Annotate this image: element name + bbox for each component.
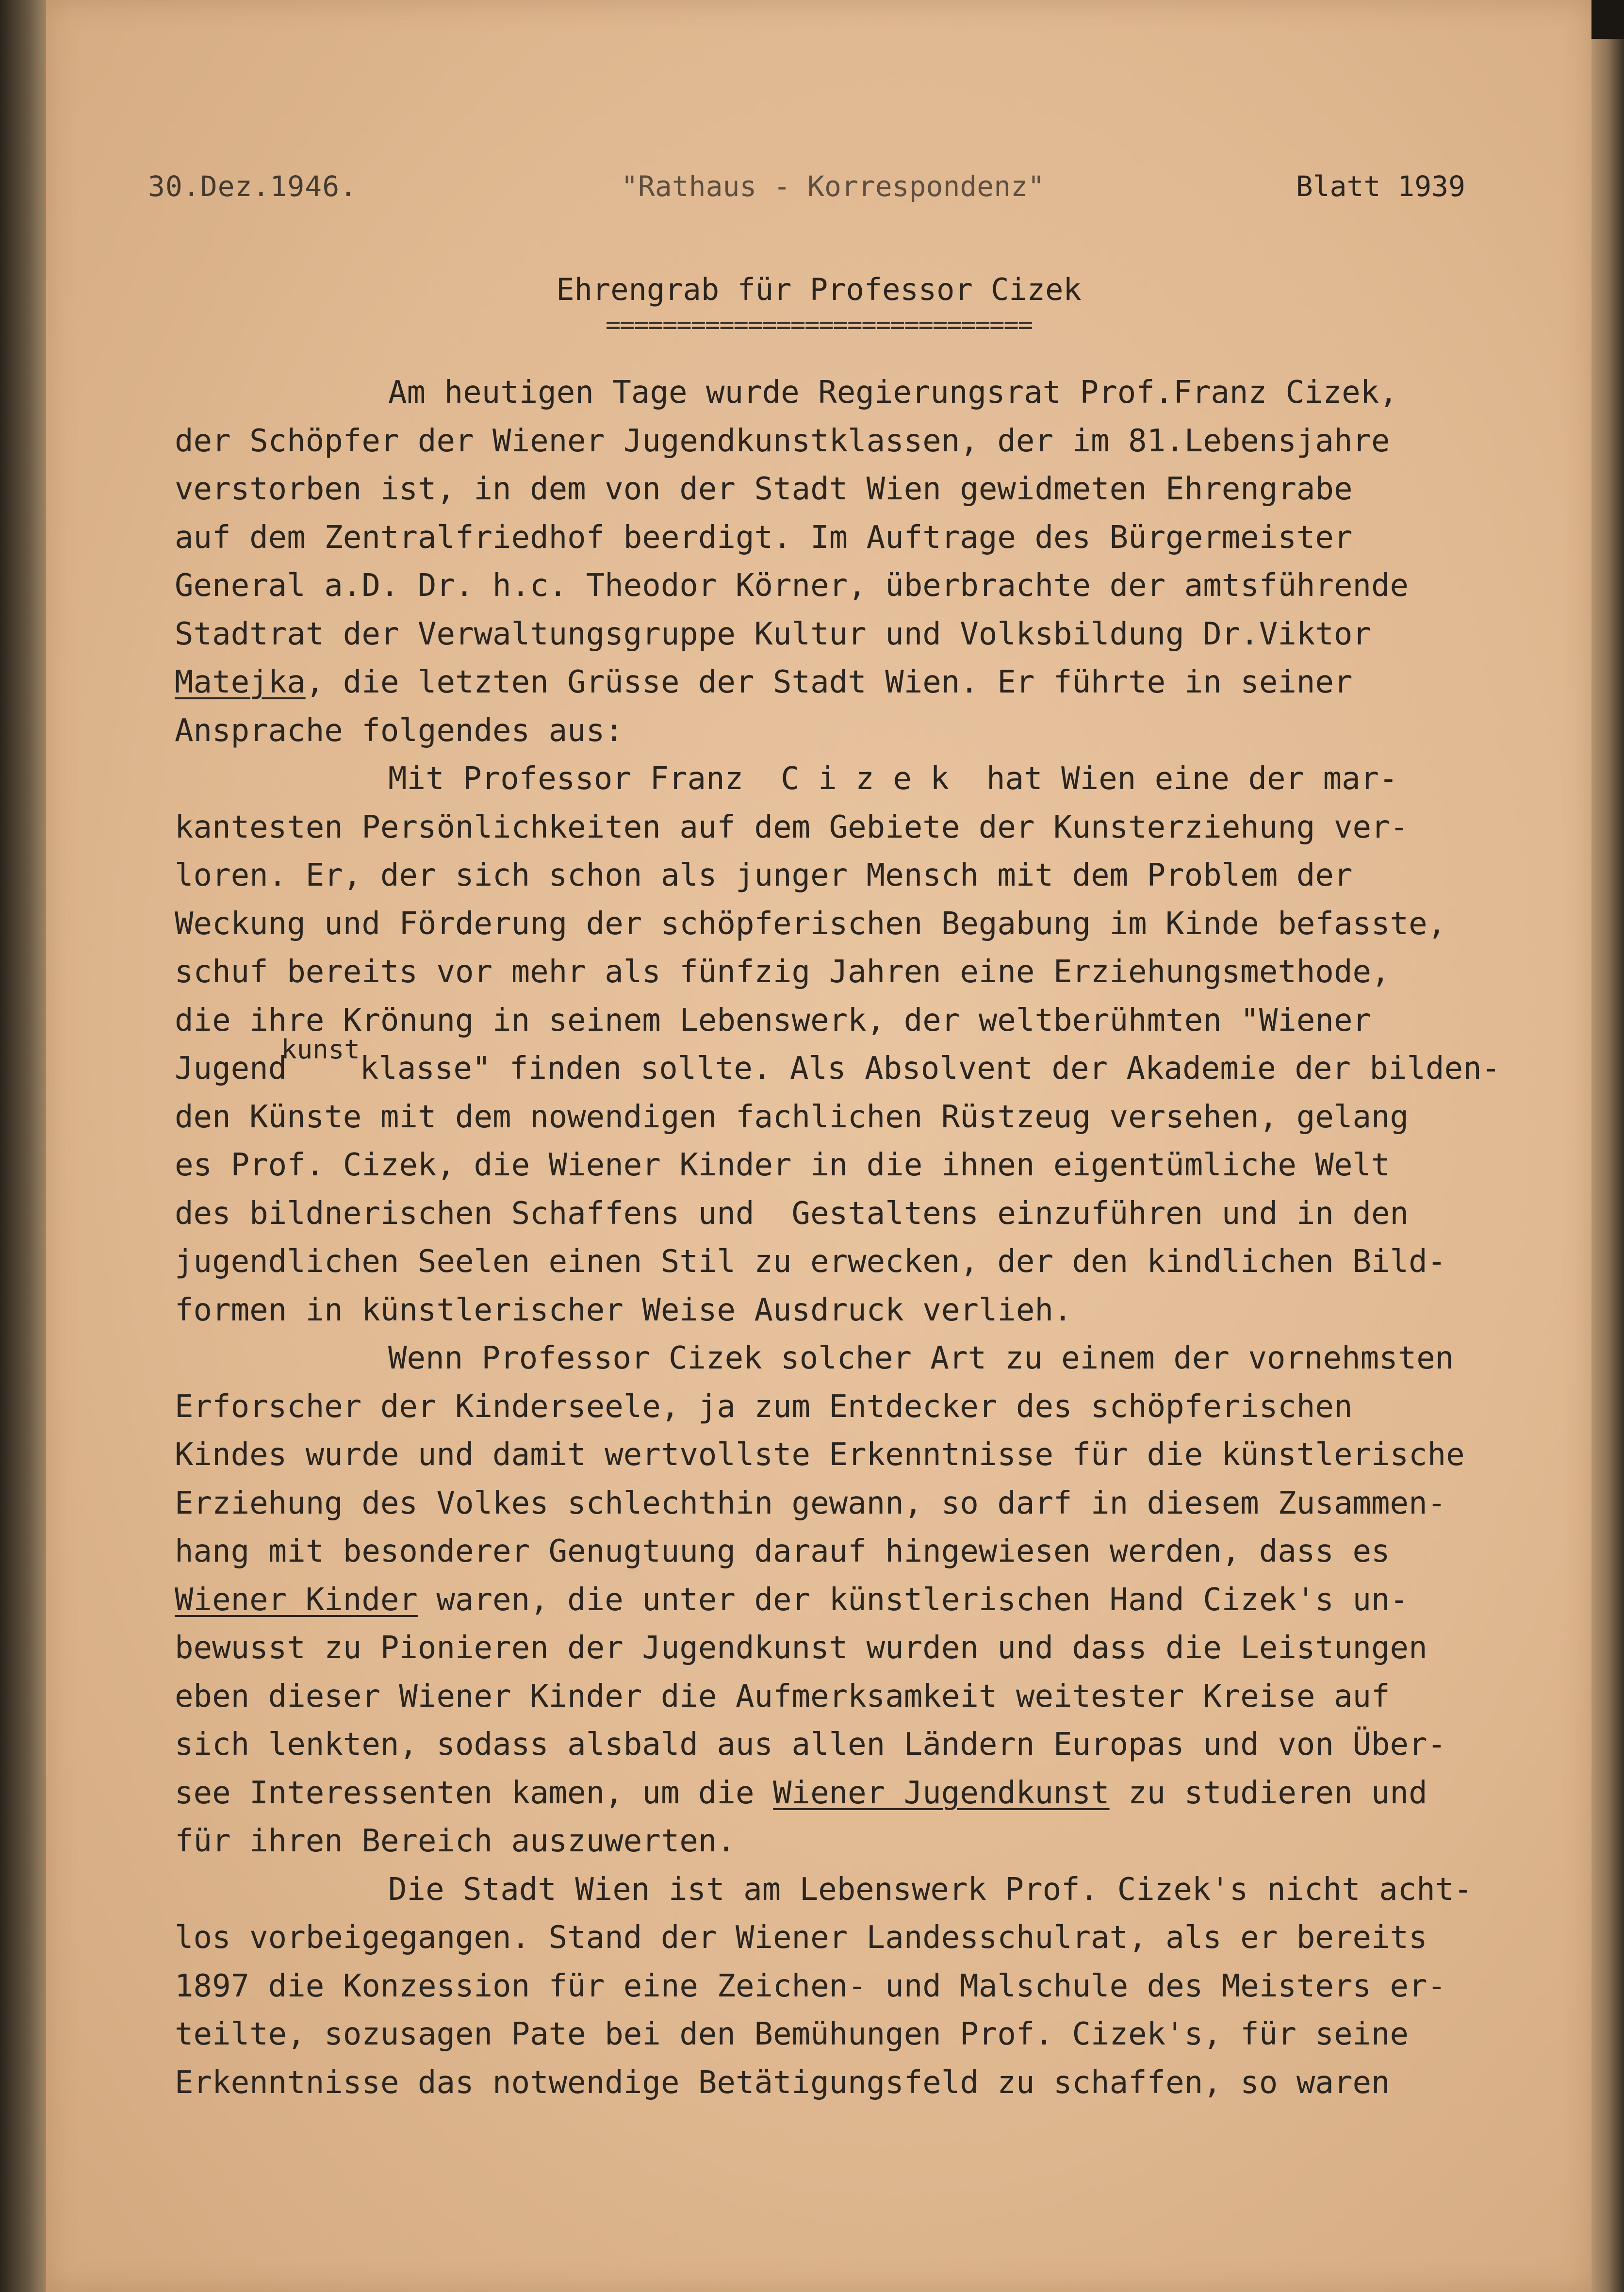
text-line: des bildnerischen Schaffens und Gestaltens einzuführen und in den [175,1195,1409,1232]
text-line: Weckung und Förderung der schöpferischen Begabung im Kinde befasste, [175,906,1446,942]
text-line: verstorben ist, in dem von der Stadt Wien gewidmeten Ehrengrabe [175,471,1353,507]
header-source: "Rathaus - Korrespondenz" [621,170,1045,203]
text-line: schuf bereits vor mehr als fünfzig Jahren eine Erziehungsmethode, [175,954,1390,990]
text-line: Erforscher der Kinderseele, ja zum Entdecker des schöpferischen [175,1388,1353,1425]
text-line: den Künste mit dem nowendigen fachlichen Rüstzeug versehen, gelang [175,1099,1409,1135]
header-date: 30.Dez.1946. [148,170,358,203]
text-span: klasse" finden sollte. Als Absolvent der Akademie der bilden- [360,1051,1501,1087]
binding-edge [0,0,53,2292]
text-line: hang mit besonderer Genugtuung darauf hingewiesen werden, dass es [175,1533,1390,1569]
text-line: loren. Er, der sich schon als junger Mensch mit dem Problem der [175,857,1353,893]
text-line [175,1576,1533,1625]
text-line: es Prof. Cizek, die Wiener Kinder in die ihnen eigentümliche Welt [175,1147,1390,1183]
text-line: los vorbeigegangen. Stand der Wiener Landesschulrat, als er bereits [175,1920,1427,1956]
text-span: zu studieren und [1109,1775,1427,1811]
text-span: , die letzten Grüsse der Stadt Wien. Er führte in seiner [305,664,1353,700]
text-line: kantesten Persönlichkeiten auf dem Gebiete der Kunsterziehung ver- [175,809,1409,845]
text-line: Stadtrat der Verwaltungsgruppe Kultur und Volksbildung Dr.Viktor [175,616,1371,652]
text-line: jugendlichen Seelen einen Stil zu erwecken, der den kindlichen Bild- [175,1244,1446,1280]
text-line: teilte, sozusagen Pate bei den Bemühungen Prof. Cizek's, für seine [175,2016,1409,2052]
text-line: auf dem Zentralfriedhof beerdigt. Im Auftrage des Bürgermeister [175,519,1353,556]
text-line [175,659,1533,707]
text-line: Ansprache folgendes aus: [175,712,623,749]
text-line: sich lenkten, sodass alsbald aus allen Ländern Europas und von Über- [175,1727,1446,1763]
text-line: Mit Professor Franz C i z e k hat Wien eine der mar- [388,761,1398,797]
underlined-phrase: Wiener Jugendkunst [773,1775,1110,1811]
text-line: bewusst zu Pionieren der Jugendkunst wurden und dass die Leistungen [175,1630,1427,1666]
text-line: für ihren Bereich auszuwerten. [175,1823,736,1859]
text-line: 1897 die Konzession für eine Zeichen- und Malschule des Meisters er- [175,1968,1446,2004]
text-line: Kindes wurde und damit wertvollste Erkenntnisse für die künstlerische [175,1437,1465,1473]
text-line: Erkenntnisse das notwendige Betätigungsfeld zu schaffen, so waren [175,2064,1390,2101]
title-underline: ============================== [605,311,1033,340]
text-line [175,1034,1533,1093]
page-header [148,170,1465,214]
article-title: Ehrengrab für Professor Cizek [556,272,1082,307]
text-span: see Interessenten kamen, um die [175,1775,773,1811]
text-line: formen in künstlerischer Weise Ausdruck verlieh. [175,1292,1072,1328]
text-span: waren, die unter der künstlerischen Hand Cizek's un- [417,1582,1409,1618]
text-line: die ihre Krönung in seinem Lebenswerk, der weltberühmten "Wiener [175,1002,1371,1039]
header-sheet-number: Blatt 1939 [1296,170,1465,203]
underlined-phrase: Wiener Kinder [175,1582,418,1618]
text-line: der Schöpfer der Wiener Jugendkunstklassen, der im 81.Lebensjahre [175,423,1390,459]
text-line: eben dieser Wiener Kinder die Aufmerksamkeit weitester Kreise auf [175,1678,1390,1715]
handwritten-insertion: kunst [281,1034,360,1065]
text-line: General a.D. Dr. h.c. Theodor Körner, überbrachte der amtsführende [175,568,1409,604]
text-line: Die Stadt Wien ist am Lebenswerk Prof. Cizek's nicht acht- [388,1871,1473,1908]
underlined-name: Matejka [175,664,306,700]
text-line [175,1769,1533,1818]
text-line: Wenn Professor Cizek solcher Art zu einem der vornehmsten [388,1340,1454,1376]
article-body [175,369,1533,2107]
text-line: Erziehung des Volkes schlechthin gewann, so darf in diesem Zusammen- [175,1485,1446,1521]
document-page [46,0,1591,2292]
text-line: Am heutigen Tage wurde Regierungsrat Prof.Franz Cizek, [388,375,1398,411]
text-span: Jugend [175,1051,287,1087]
